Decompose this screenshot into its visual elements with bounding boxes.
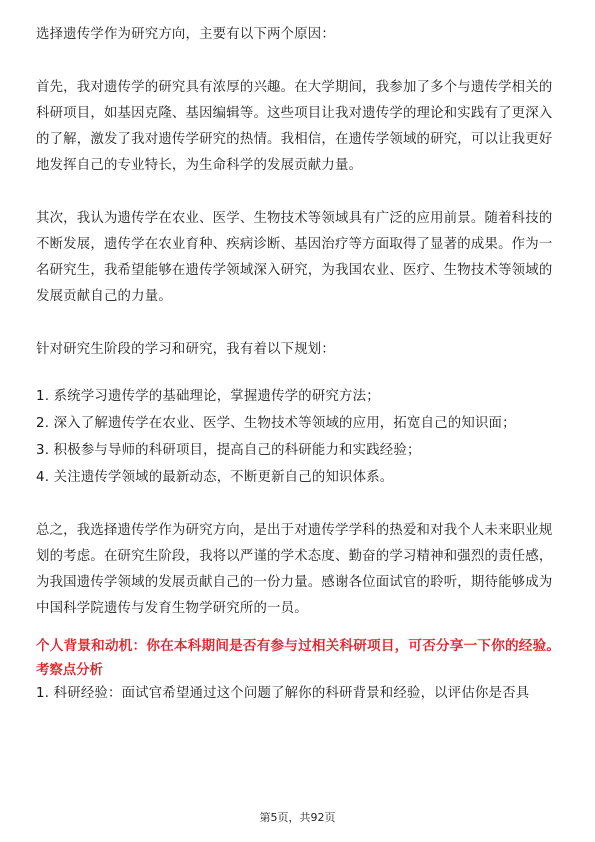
analysis-section-title: 考察点分析 (36, 663, 103, 678)
analysis-item: 1. 科研经验：面试官希望通过这个问题了解你的科研背景和经验，以评估你是否具 (36, 686, 530, 701)
page-footer: 第5页，共92页 (259, 811, 336, 824)
plan-list-item: 3. 积极参与导师的科研项目，提高自己的科研能力和实践经验； (36, 443, 421, 458)
plan-list-item: 2. 深入了解遗传学在农业、医学、生物技术等领域的应用，拓宽自己的知识面； (36, 416, 516, 431)
paragraph-second-reason: 其次，我认为遗传学在农业、医学、生物技术等领域具有广泛的应用前景。随着科技的不断发展，遗传学在农业育种、疾病诊断、基因治疗等方面取得了显著的成果。作为一名研究生，我希望能够在遗传学领域深入研究，为我国农业、医疗、生物技术等领域的发展贡献自己的力量。 (36, 211, 553, 304)
plan-list (36, 383, 561, 491)
paragraph-conclusion: 总之，我选择遗传学作为研究方向，是出于对遗传学学科的热爱和对我个人未来职业规划的考虑。在研究生阶段，我将以严谨的学术态度、勤奋的学习精神和强烈的责任感，为我国遗传学领域的发展贡献自己的一份力量。感谢各位面试官的聆听，期待能够成为中国科学院遗传与发育生物学研究所的一员。 (36, 523, 553, 616)
paragraph-first-reason: 首先，我对遗传学的研究具有浓厚的兴趣。在大学期间，我参加了多个与遗传学相关的科研项目，如基因克隆、基因编辑等。这些项目让我对遗传学的理论和实践有了更深入的了解，激发了我对遗传学研究的热情。我相信，在遗传学领域的研究，可以让我更好地发挥自己的专业特长，为生命科学的发展贡献力量。 (36, 80, 553, 173)
plan-intro: 针对研究生阶段的学习和研究，我有着以下规划： (36, 342, 335, 357)
plan-list-item: 4. 关注遗传学领域的最新动态，不断更新自己的知识体系。 (36, 470, 394, 485)
intro-line: 选择遗传学作为研究方向，主要有以下两个原因： (36, 27, 335, 42)
plan-list-item: 1. 系统学习遗传学的基础理论，掌握遗传学的研究方法； (36, 389, 380, 404)
document-body (36, 22, 561, 707)
interview-question: 个人背景和动机：你在本科期间是否有参与过相关科研项目，可否分享一下你的经验。 (36, 638, 561, 654)
